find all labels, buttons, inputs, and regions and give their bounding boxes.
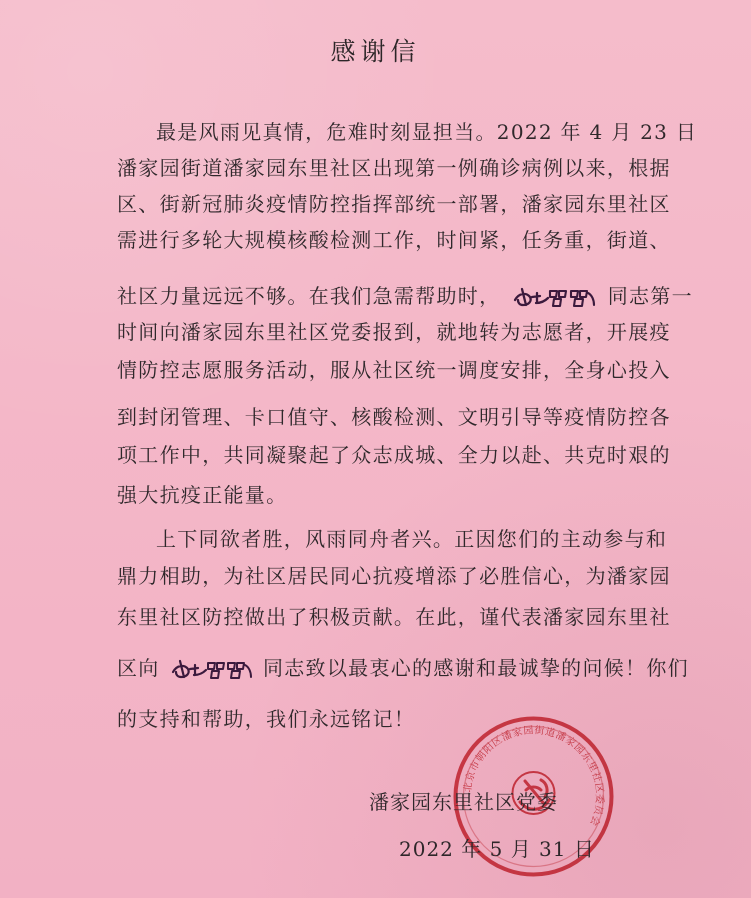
- body-line-14-text-start: 区向: [117, 656, 160, 680]
- body-line-13: 东里社区防控做出了积极贡献。在此，谨代表潘家园东里社: [117, 605, 671, 629]
- body-line-14: [117, 654, 689, 683]
- body-line-9: 项工作中，共同凝聚起了众志成城、全力以赴、共克时艰的: [117, 443, 671, 467]
- body-line-3: 区、街新冠肺炎疫情防控指挥部统一部署，潘家园东里社区: [117, 192, 671, 216]
- body-line-7: 情防控志愿服务活动，服从社区统一调度安排，全身心投入: [117, 358, 671, 382]
- body-line-4: 需进行多轮大规模核酸检测工作，时间紧，任务重，街道、: [117, 228, 671, 252]
- handwritten-name-signature-2: [171, 657, 253, 683]
- body-line-5: [117, 282, 693, 311]
- body-line-15: 的支持和帮助，我们永远铭记！: [117, 707, 416, 731]
- body-line-10: 强大抗疫正能量。: [117, 483, 288, 507]
- body-line-12: 鼎力相助，为社区居民同心抗疫增添了必胜信心，为潘家园: [117, 564, 671, 588]
- body-line-5-text-start: 社区力量远远不够。在我们急需帮助时，: [117, 284, 501, 308]
- body-line-14-text-end: 同志致以最衷心的感谢和最诚挚的问候！你们: [262, 656, 689, 680]
- letter-title: 感谢信: [330, 37, 421, 66]
- body-line-11: 上下同欲者胜，风雨同舟者兴。正因您们的主动参与和: [156, 527, 668, 551]
- seal-text: 北京市朝阳区潘家园街道潘家园东里社区委员会: [462, 725, 605, 828]
- body-line-1: 最是风雨见真情，危难时刻显担当。2022 年 4 月 23 日: [156, 120, 698, 144]
- handwritten-name-signature: [512, 285, 598, 311]
- body-line-6: 时间向潘家园东里社区党委报到，就地转为志愿者，开展疫: [117, 320, 671, 344]
- letter-date: 2022 年 5 月 31 日: [399, 837, 595, 861]
- body-line-5-text-end: 同志第一: [607, 284, 693, 308]
- body-line-8: 到封闭管理、卡口值守、核酸检测、文明引导等疫情防控各: [117, 405, 671, 429]
- body-line-2: 潘家园街道潘家园东里社区出现第一例确诊病例以来，根据: [117, 156, 671, 180]
- signature-organization: 潘家园东里社区党委: [369, 790, 558, 814]
